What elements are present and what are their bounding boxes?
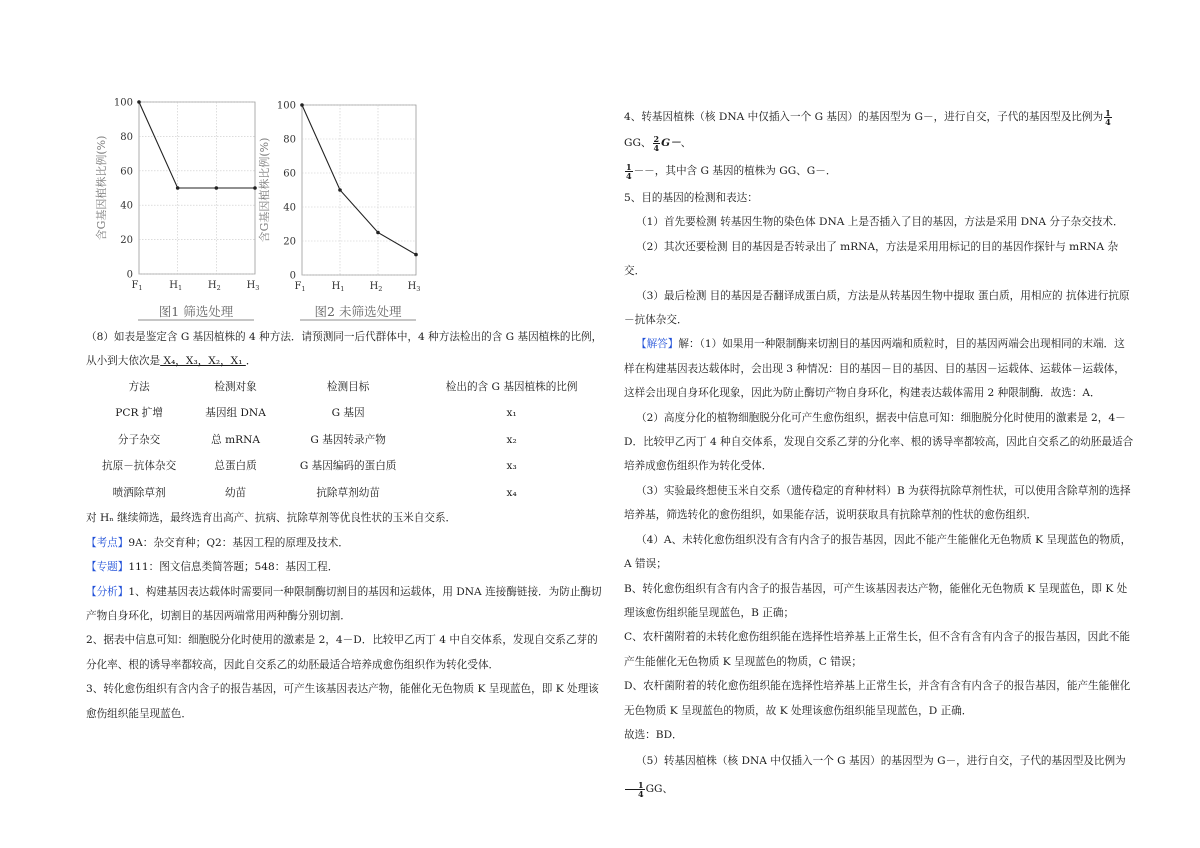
frac-num: 1 <box>1105 107 1111 118</box>
y-tick-label: 100 <box>113 97 133 109</box>
chart-2 <box>257 101 420 321</box>
table-header-row <box>86 374 606 401</box>
plot-frame <box>302 105 416 275</box>
table-cell: G 基因 <box>331 407 365 420</box>
fenxi-2: 2、据表中信息可知：细胞脱分化时使用的激素是 2，4－D．比较甲乙丙丁 4 中自交体系，发现自交系乙芽的分化率、根的诱导率都较高，因此自交系乙的幼胚最适合培养成愈伤组织作为转化受体． <box>86 634 598 671</box>
table-header: 检测对象 <box>214 380 257 393</box>
kaodian-tag: 【考点】 <box>86 536 129 549</box>
y-axis-label: 含G基因植株比例(%) <box>258 137 271 243</box>
table-cell: G 基因编码的蛋白质 <box>299 460 397 473</box>
y-tick-label: 80 <box>120 131 133 143</box>
point-4-cont <box>624 156 1134 186</box>
frac-den: 4 <box>653 142 660 153</box>
table-row <box>86 453 606 480</box>
kaodian <box>86 531 606 555</box>
jieda-4c: C、农杆菌附着的未转化愈伤组织能在选择性培养基上正常生长，但不含有含有内含子的报告基因，因此不能产生能催化无色物质 K 呈现蓝色的物质，C 错误； <box>624 631 1131 668</box>
q8-end: ． <box>245 355 257 368</box>
zhuanti-tag: 【专题】 <box>86 561 129 574</box>
x-tick-sub: 1 <box>177 284 183 292</box>
point-4 <box>624 104 1134 156</box>
y-axis-label: 含G基因植株比例(%) <box>95 135 108 241</box>
data-point <box>376 231 380 235</box>
data-point <box>338 188 342 192</box>
q8-text: （8）如表是鉴定含 G 基因植株的 4 种方法．请预测同一后代群体中，4 种方法检出的含 G 基因植株的比例，从小到大依次是 <box>86 331 603 368</box>
p4-gg: GG、 <box>624 137 652 149</box>
table-cell: 抗除草剂幼苗 <box>316 486 380 499</box>
table-cell: x₄ <box>506 486 517 499</box>
jieda-4e: 故选：BD． <box>624 728 683 741</box>
data-point <box>414 253 418 257</box>
y-tick-label: 0 <box>126 269 133 281</box>
table-cell: 分子杂交 <box>117 433 161 446</box>
methods-table <box>86 374 606 507</box>
line-charts <box>86 92 446 324</box>
y-tick-label: 40 <box>283 202 296 214</box>
x-tick-sub: 1 <box>301 285 306 293</box>
fenxi-1 <box>86 580 606 629</box>
table-cell: 总 mRNA <box>211 433 261 446</box>
point-5-1: （1）首先要检测 转基因生物的染色体 DNA 上是否插入了目的基因，方法是采用 DNA 分子杂交技术． <box>636 216 1124 229</box>
p4-sep: 、 <box>680 137 692 149</box>
fraction <box>653 135 661 152</box>
fraction <box>625 781 645 798</box>
left-column <box>86 325 606 726</box>
p5-final-gg: GG、 <box>645 783 674 796</box>
x-tick-sub: 2 <box>216 284 221 292</box>
series-line <box>139 102 255 188</box>
table-cell: x₁ <box>506 407 517 420</box>
table-cell: x₂ <box>506 433 517 446</box>
jieda-3: （3）实验最终想使玉米自交系（遗传稳定的育种材料）B 为获得抗除草剂性状，可以使用含除草剂的选择培养基，筛选转化的愈伤组织，如果能存活，说明获取具有抗除草剂的性状的愈伤组织． <box>624 484 1131 522</box>
table-header: 检出的含 G 基因植株的比例 <box>445 380 578 393</box>
y-tick-label: 20 <box>283 236 296 248</box>
frac-num: 1 <box>625 781 645 790</box>
zhuanti <box>86 555 606 579</box>
right-column <box>624 104 1134 803</box>
x-tick-label: $F_1$ <box>294 281 306 293</box>
frac-num: 1 <box>626 161 632 172</box>
data-point <box>215 186 219 190</box>
series-line <box>302 105 416 255</box>
table-row <box>86 480 606 507</box>
p5-final-text: （5）转基因植株（核 DNA 中仅插入一个 G 基因）的基因型为 G－，进行自交，子代的基因型及比例为 <box>636 755 1126 768</box>
table-row <box>86 427 606 454</box>
jieda-1 <box>624 332 1134 405</box>
x-tick-label: $H_2$ <box>369 281 383 293</box>
q8-answer: X₄，X₃，X₂，X₁ <box>160 355 246 368</box>
chart-1 <box>94 98 259 321</box>
y-tick-label: 80 <box>283 134 296 146</box>
table-cell: x₃ <box>506 460 517 473</box>
jieda-4d: D、农杆菌附着的转化愈伤组织能在选择性培养基上正常生长，并含有含有内含子的报告基因，能产生能催化无色物质 K 呈现蓝色的物质，故 K 处理该愈伤组织能呈现蓝色，D 正确． <box>624 680 1131 717</box>
data-point <box>176 186 180 190</box>
question-8 <box>86 325 606 374</box>
table-header: 检测目标 <box>326 380 370 393</box>
x-tick-label: $H_3$ <box>407 281 421 293</box>
data-point <box>300 103 304 107</box>
p4-dash: －－，其中含 G 基因的植株为 GG、G－． <box>633 165 837 177</box>
chart-title: 图1 筛选处理 <box>158 304 234 319</box>
x-tick-label: $F_1$ <box>131 280 143 292</box>
chart-title: 图2 未筛选处理 <box>314 304 402 319</box>
charts-area <box>86 92 446 324</box>
zhuanti-text: 111：图文信息类简答题；548：基因工程． <box>128 561 339 574</box>
frac-den: 4 <box>626 170 632 181</box>
table-cell: 总蛋白质 <box>214 460 257 473</box>
y-tick-label: 0 <box>289 270 296 282</box>
p4-g: G－ <box>661 137 681 149</box>
x-tick-sub: 3 <box>416 285 421 293</box>
point-5: 5、目的基因的检测和表达： <box>624 192 758 204</box>
kaodian-text: 9A：杂交育种；Q2：基因工程的原理及技术． <box>128 536 349 549</box>
frac-den: 4 <box>638 788 644 799</box>
x-tick-sub: 2 <box>378 285 383 293</box>
y-tick-label: 20 <box>120 235 133 247</box>
jieda-4: （4）A、未转化愈伤组织没有含有内含子的报告基因，因此不能产生能催化无色物质 K 呈现蓝色的物质，A 错误； <box>624 533 1132 571</box>
data-point <box>253 186 257 190</box>
frac-den: 4 <box>1105 116 1111 127</box>
x-tick-sub: 1 <box>340 285 345 293</box>
x-tick-sub: 3 <box>255 284 260 292</box>
frac-num: 2 <box>653 133 660 144</box>
jieda-4b: B、转化愈伤组织有含有内含子的报告基因，可产生该基因表达产物，能催化无色物质 K 呈现蓝色，即 K 处理该愈伤组织能呈现蓝色，B 正确； <box>624 582 1128 619</box>
jieda-tag: 【解答】 <box>636 338 679 351</box>
table-row <box>86 400 606 427</box>
table-cell: G 基因转录产物 <box>310 433 386 446</box>
table-cell: 基因组 DNA <box>205 407 266 420</box>
table-cell: PCR 扩增 <box>115 407 163 420</box>
x-tick-label: $H_2$ <box>207 280 221 292</box>
after-table-text: 对 Hₙ 继续筛选，最终选育出高产、抗病、抗除草剂等优良性状的玉米自交系． <box>86 512 457 525</box>
data-point <box>137 100 141 104</box>
fraction <box>1104 109 1112 126</box>
point-5-final <box>624 747 1134 803</box>
y-tick-label: 40 <box>120 200 133 212</box>
fenxi-tag: 【分析】 <box>86 585 129 598</box>
point-5-2: （2）其次还要检测 目的基因是否转录出了 mRNA，方法是采用用标记的目的基因作探针与 mRNA 杂交． <box>624 240 1119 278</box>
table-header: 方法 <box>128 380 150 393</box>
jieda-1-text: 解：（1）如果用一种限制酶来切割目的基因两端和质粒时，目的基因两端会出现相同的末端．这样在构建基因表达载体时，会出现 3 种情况：目的基因－目的基因、目的基因－运载体、运载体－运载体，这样会出现自身环化现象，因此为防止酶切产物自身环化，构建表达载体需用 2 种限制酶．故选：A． <box>624 338 1125 400</box>
y-tick-label: 60 <box>120 166 133 178</box>
y-tick-label: 100 <box>276 100 296 112</box>
table-cell: 幼苗 <box>224 486 247 499</box>
fenxi-3: 3、转化愈伤组织有含内含子的报告基因，可产生该基因表达产物，能催化无色物质 K 呈现蓝色，即 K 处理该愈伤组织能呈现蓝色． <box>86 683 599 720</box>
x-tick-label: $H_1$ <box>331 281 345 293</box>
fraction <box>625 163 633 180</box>
y-tick-label: 60 <box>283 168 296 180</box>
table-cell: 抗原－抗体杂交 <box>102 460 177 473</box>
jieda-2: （2）高度分化的植物细胞脱分化可产生愈伤组织，据表中信息可知：细胞脱分化时使用的激素是 2，4－D．比较甲乙丙丁 4 种自交体系，发现自交系乙芽的分化率、根的诱导率都较高，因此自交系乙的幼胚最适合培养成愈伤组织作为转化受体． <box>624 411 1134 473</box>
p4-text: 4、转基因植株（核 DNA 中仅插入一个 G 基因）的基因型为 G－，进行自交，子代的基因型及比例为 <box>624 111 1104 123</box>
x-tick-label: $H_1$ <box>169 280 183 292</box>
table-cell: 喷洒除草剂 <box>112 486 166 499</box>
x-tick-label: $H_3$ <box>246 280 260 292</box>
fenxi-1-text: 1、构建基因表达载体时需要同一种限制酶切割目的基因和运载体，用 DNA 连接酶链接．为防止酶切产物自身环化，切割目的基因两端常用两种酶分别切割． <box>86 585 602 622</box>
point-5-3: （3）最后检测 目的基因是否翻译成蛋白质，方法是从转基因生物中提取 蛋白质，用相应的 抗体进行抗原－抗体杂交． <box>624 289 1130 327</box>
x-tick-sub: 1 <box>138 284 143 292</box>
